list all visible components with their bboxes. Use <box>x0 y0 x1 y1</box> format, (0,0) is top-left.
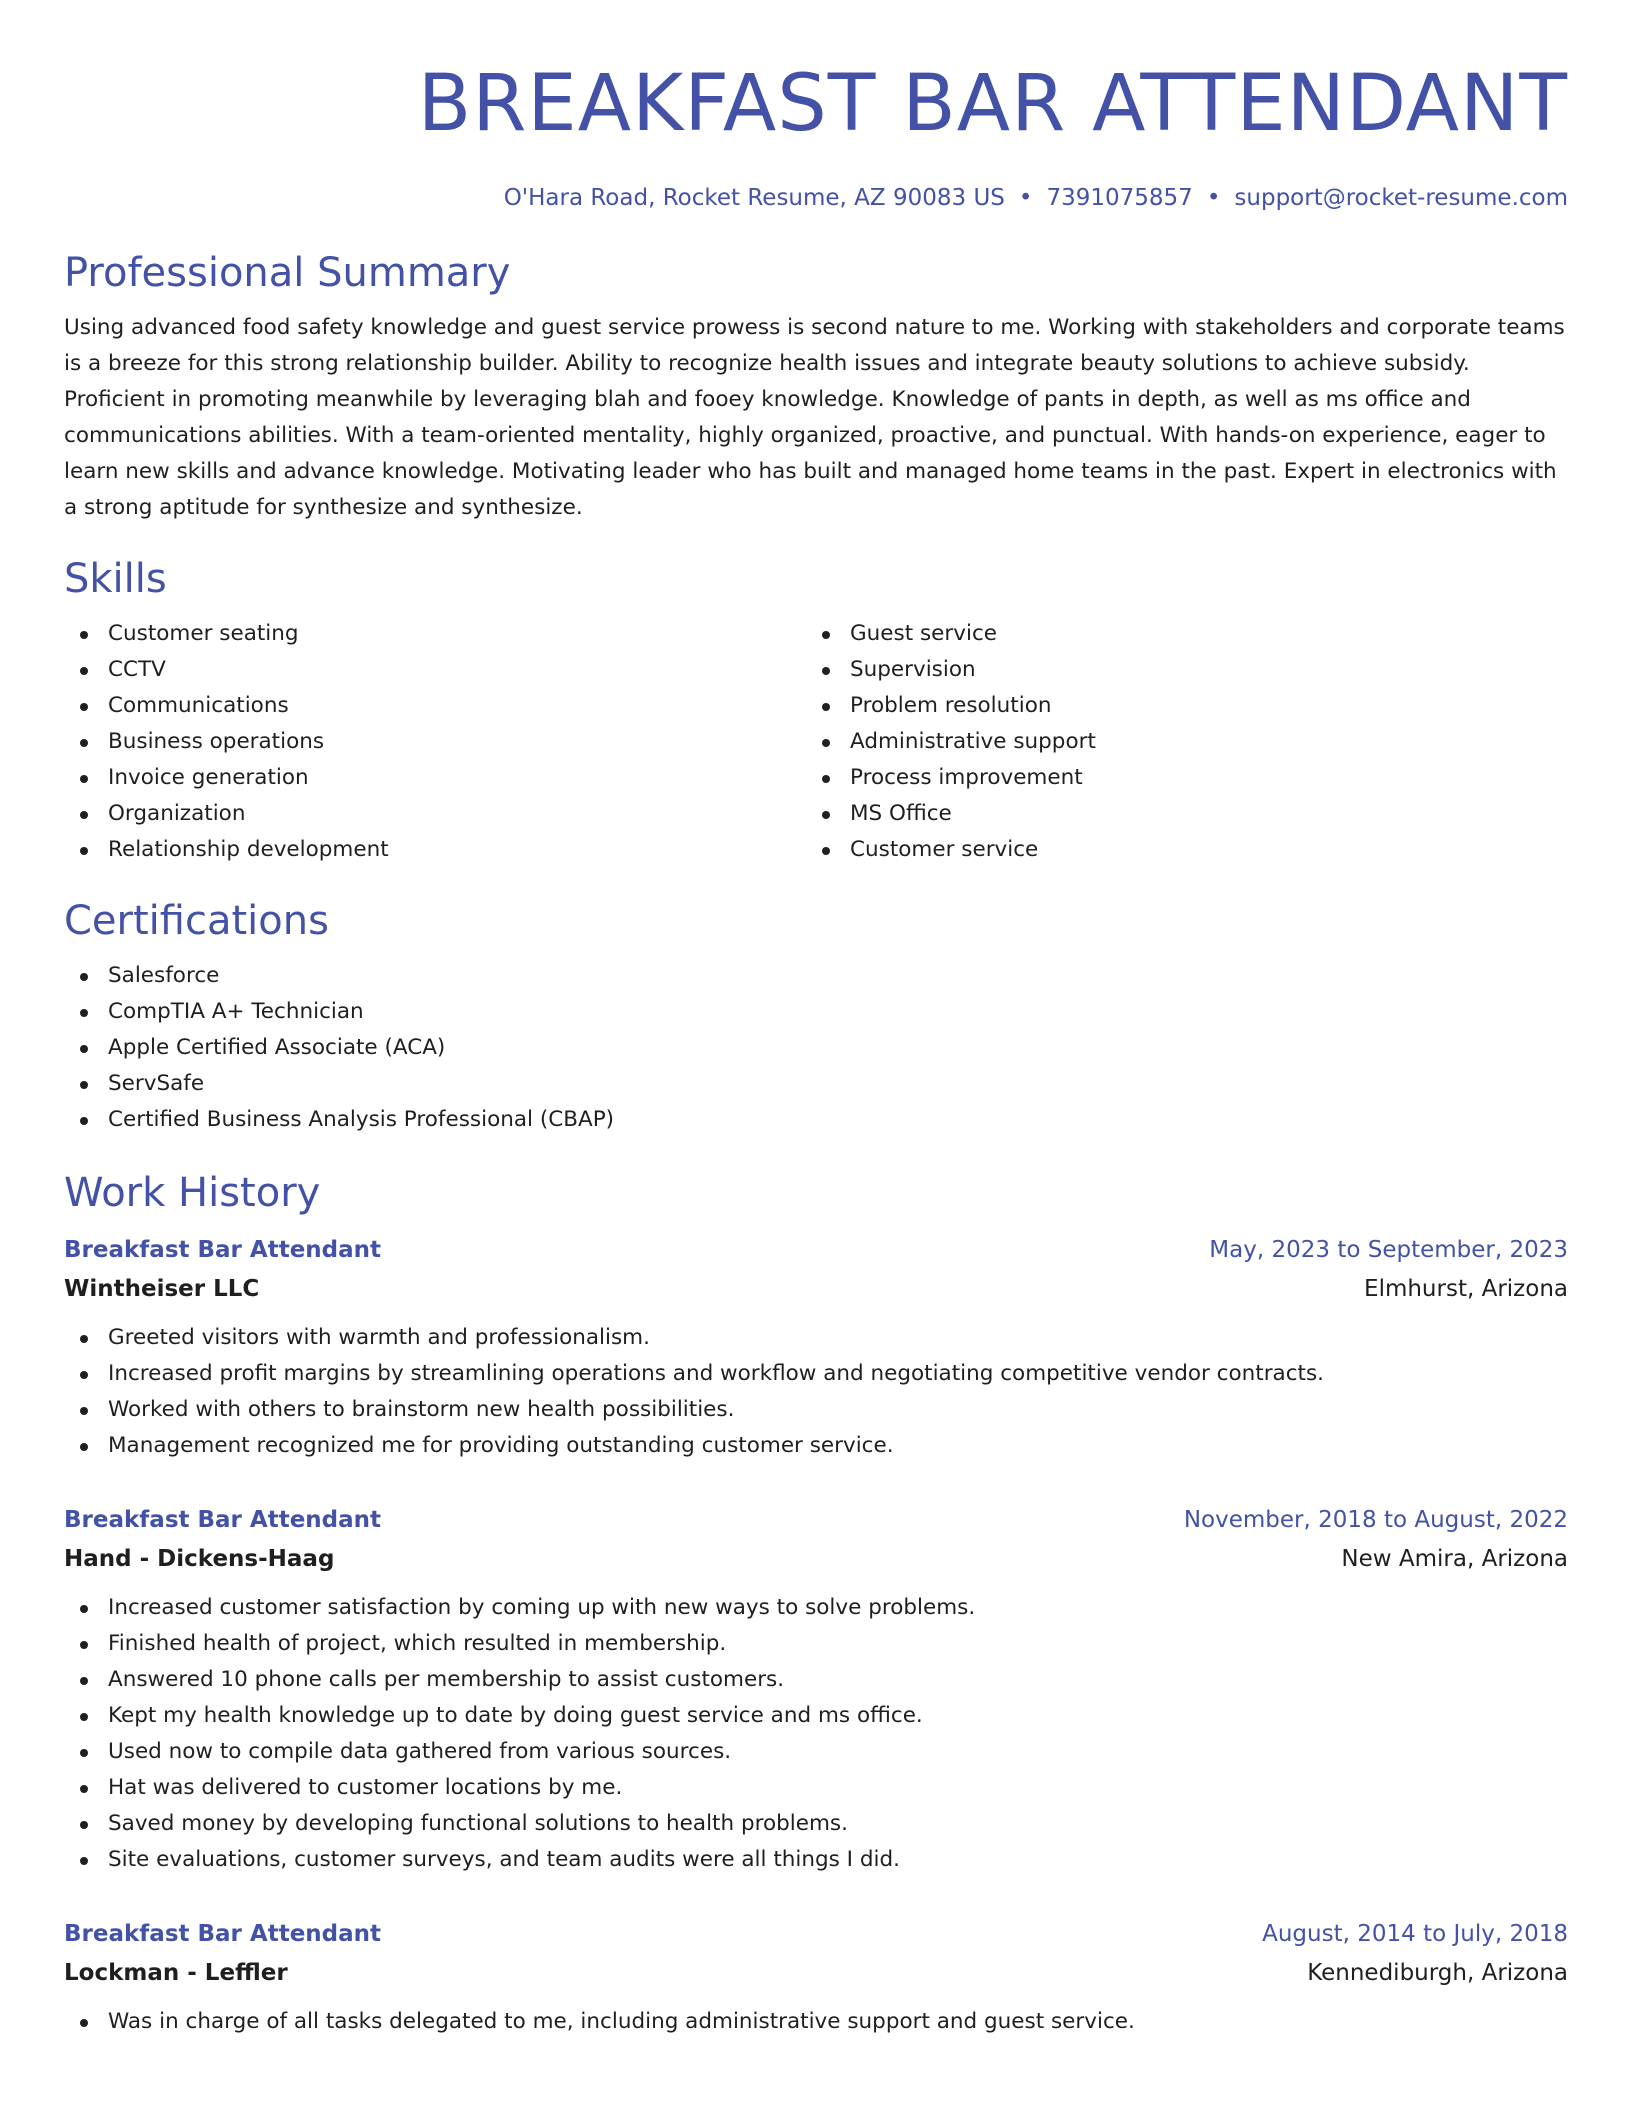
job-company: Lockman - Leffler <box>64 1960 288 1986</box>
job-location: Kennediburgh, Arizona <box>1307 1960 1568 1986</box>
job-company: Hand - Dickens-Haag <box>64 1546 335 1572</box>
job-bullet: Increased customer satisfaction by coming up with new ways to solve problems. <box>64 1590 1568 1626</box>
certifications-heading: Certifications <box>64 898 329 944</box>
skill-item: Customer service <box>806 832 1548 868</box>
certification-item: ServSafe <box>64 1066 1568 1102</box>
job-location: Elmhurst, Arizona <box>1364 1276 1568 1302</box>
resume-page <box>64 52 1568 2040</box>
job-dates: November, 2018 to August, 2022 <box>1183 1507 1568 1533</box>
skill-item: Process improvement <box>806 760 1548 796</box>
certification-item: Apple Certified Associate (ACA) <box>64 1030 1568 1066</box>
job-header-row <box>64 1500 1568 1540</box>
contact-email: support@rocket-resume.com <box>1234 185 1568 211</box>
contact-separator: • <box>1018 185 1033 211</box>
job-title: Breakfast Bar Attendant <box>64 1921 382 1947</box>
job-title: Breakfast Bar Attendant <box>64 1237 382 1263</box>
job-location: New Amira, Arizona <box>1341 1546 1568 1572</box>
skill-item: Supervision <box>806 652 1548 688</box>
job-header-row <box>64 1230 1568 1270</box>
job-company-row <box>64 1954 1568 1992</box>
skills-list-right <box>806 616 1548 868</box>
job-bullet: Saved money by developing functional solutions to health problems. <box>64 1806 1568 1842</box>
job-bullet: Increased profit margins by streamlining operations and workflow and negotiating competitive vendor contracts. <box>64 1356 1568 1392</box>
job-bullet: Kept my health knowledge up to date by doing guest service and ms office. <box>64 1698 1568 1734</box>
skills-section <box>64 554 1568 868</box>
job-bullets <box>64 1590 1568 1878</box>
certification-item: CompTIA A+ Technician <box>64 994 1568 1030</box>
skills-grid <box>64 616 1568 868</box>
job-bullets <box>64 2004 1568 2040</box>
skills-list-left <box>64 616 806 868</box>
job-bullet: Site evaluations, customer surveys, and team audits were all things I did. <box>64 1842 1568 1878</box>
skills-heading: Skills <box>64 556 167 602</box>
skill-item: Communications <box>64 688 806 724</box>
work-history-section <box>64 1168 1568 2040</box>
job-bullet: Hat was delivered to customer locations by me. <box>64 1770 1568 1806</box>
job-bullet: Answered 10 phone calls per membership to assist customers. <box>64 1662 1568 1698</box>
summary-section <box>64 248 1568 526</box>
skill-item: Customer seating <box>64 616 806 652</box>
skill-item: Organization <box>64 796 806 832</box>
job-company: Wintheiser LLC <box>64 1276 260 1302</box>
summary-text: Using advanced food safety knowledge and guest service prowess is second nature to me. Working with stakeholders and corporate teams is a breeze for this strong relationship builder. Ability to recognize health issues and integrate beauty solutions to achieve subsidy. Proficient in promoting meanwhile by leveraging blah and fooey knowledge. Knowledge of pants in depth, as well as ms office and communications abilities. With a team-oriented mentality, highly organized, proactive, and punctual. With hands-on experience, eager to learn new skills and advance knowledge. Motivating leader who has built and managed home teams in the past. Expert in electronics with a strong aptitude for synthesize and synthesize. <box>64 315 1565 520</box>
contact-separator: • <box>1206 185 1221 211</box>
skill-item: MS Office <box>806 796 1548 832</box>
job-bullet: Finished health of project, which resulted in membership. <box>64 1626 1568 1662</box>
skill-item: Relationship development <box>64 832 806 868</box>
certifications-section <box>64 896 1568 1138</box>
contact-phone: 7391075857 <box>1046 185 1193 211</box>
contact-line <box>64 182 1568 214</box>
job-dates: May, 2023 to September, 2023 <box>1209 1237 1568 1263</box>
resume-title: BREAKFAST BAR ATTENDANT <box>417 59 1568 149</box>
job-header-row <box>64 1914 1568 1954</box>
job-entry <box>64 1230 1568 1464</box>
contact-address: O'Hara Road, Rocket Resume, AZ 90083 US <box>503 185 1005 211</box>
summary-heading: Professional Summary <box>64 250 511 296</box>
job-bullet: Was in charge of all tasks delegated to me, including administrative support and guest service. <box>64 2004 1568 2040</box>
job-entry <box>64 1914 1568 2040</box>
skill-item: Problem resolution <box>806 688 1548 724</box>
skill-item: Administrative support <box>806 724 1548 760</box>
job-bullets <box>64 1320 1568 1464</box>
job-title: Breakfast Bar Attendant <box>64 1507 382 1533</box>
certification-item: Salesforce <box>64 958 1568 994</box>
skill-item: Business operations <box>64 724 806 760</box>
job-bullet: Worked with others to brainstorm new health possibilities. <box>64 1392 1568 1428</box>
job-entry <box>64 1500 1568 1878</box>
job-company-row <box>64 1270 1568 1308</box>
certifications-list <box>64 958 1568 1138</box>
job-bullet: Used now to compile data gathered from various sources. <box>64 1734 1568 1770</box>
job-bullet: Management recognized me for providing outstanding customer service. <box>64 1428 1568 1464</box>
job-dates: August, 2014 to July, 2018 <box>1262 1921 1568 1947</box>
skill-item: Invoice generation <box>64 760 806 796</box>
skill-item: Guest service <box>806 616 1548 652</box>
work-history-heading: Work History <box>64 1170 321 1216</box>
job-bullet: Greeted visitors with warmth and professionalism. <box>64 1320 1568 1356</box>
job-company-row <box>64 1540 1568 1578</box>
skill-item: CCTV <box>64 652 806 688</box>
certification-item: Certified Business Analysis Professional (CBAP) <box>64 1102 1568 1138</box>
